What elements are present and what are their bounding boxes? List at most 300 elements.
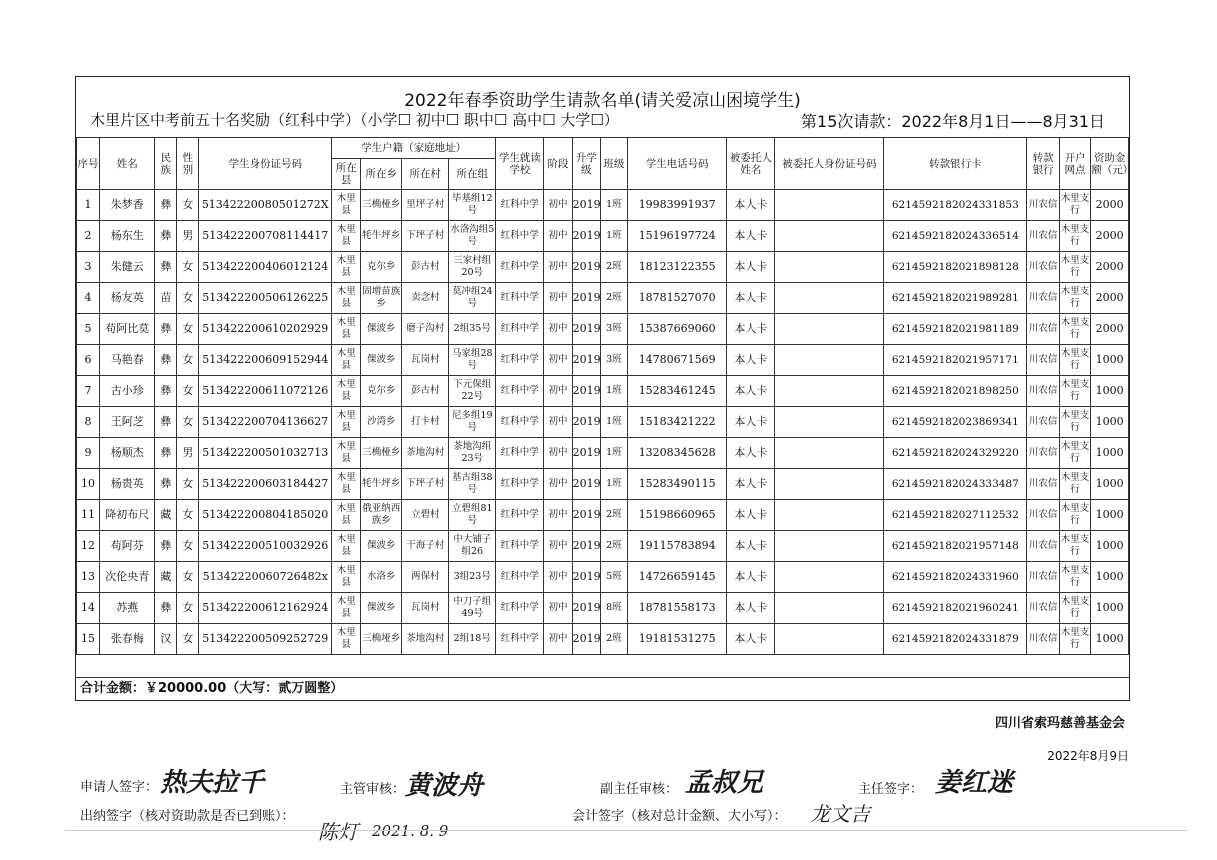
cell-id: 513422200603184427: [199, 469, 332, 500]
table-row: [77, 407, 1129, 438]
cell-stage: 初中: [544, 624, 572, 655]
cell-group: 2组35号: [449, 314, 496, 345]
cell-township: 三桷桠乡: [361, 438, 402, 469]
cell-trustee: 本人卡: [727, 531, 775, 562]
cell-group: 下元保组22号: [449, 376, 496, 407]
cell-village: 里坪子村: [402, 190, 449, 221]
header-household: 学生户籍（家庭地址）: [332, 138, 496, 159]
cell-school: 红科中学: [496, 345, 544, 376]
header-card: 转款银行卡: [884, 138, 1027, 190]
cell-amount: 1000: [1091, 438, 1129, 469]
cell-township: 沙湾乡: [361, 407, 402, 438]
cell-phone: 15283490115: [628, 469, 727, 500]
cell-ethnic: 藏: [155, 562, 177, 593]
cell-name: 朱健云: [100, 252, 155, 283]
cell-township: 倮波乡: [361, 531, 402, 562]
cell-school: 红科中学: [496, 469, 544, 500]
cell-county: 木里县: [332, 376, 361, 407]
cell-group: 马家组28号: [449, 345, 496, 376]
cell-seq: 1: [77, 190, 100, 221]
cell-id: 513422200609152944: [199, 345, 332, 376]
cell-township: 倮波乡: [361, 314, 402, 345]
cell-ethnic: 苗: [155, 283, 177, 314]
header-phone: 学生电话号码: [628, 138, 727, 190]
document-date: 2022年8月9日: [1047, 749, 1129, 763]
cell-year: 2019: [572, 190, 600, 221]
cell-id: 513422200804185020: [199, 500, 332, 531]
cell-ethnic: 彝: [155, 376, 177, 407]
cell-group: 3组23号: [449, 562, 496, 593]
cell-branch: 木里支行: [1059, 345, 1090, 376]
cell-id: 513422200509252729: [199, 624, 332, 655]
cell-amount: 1000: [1091, 562, 1129, 593]
cell-id: 513422200611072126: [199, 376, 332, 407]
cell-amount: 2000: [1091, 283, 1129, 314]
cell-trustee: 本人卡: [727, 500, 775, 531]
cell-school: 红科中学: [496, 438, 544, 469]
cell-school: 红科中学: [496, 283, 544, 314]
cell-ethnic: 彝: [155, 593, 177, 624]
cell-amount: 2000: [1091, 221, 1129, 252]
cell-trustee-id: [775, 500, 884, 531]
cell-gender: 女: [177, 283, 199, 314]
cell-trustee: 本人卡: [727, 376, 775, 407]
header-stage: 阶段: [544, 138, 572, 190]
cell-township: 三桷桠乡: [361, 190, 402, 221]
cell-stage: 初中: [544, 531, 572, 562]
cell-phone: 15283461245: [628, 376, 727, 407]
cell-amount: 2000: [1091, 314, 1129, 345]
cell-school: 红科中学: [496, 252, 544, 283]
cell-branch: 木里支行: [1059, 376, 1090, 407]
cell-class: 1班: [600, 221, 627, 252]
cell-id: 513422200406012124: [199, 252, 332, 283]
cell-name: 杨友英: [100, 283, 155, 314]
applicant-label: 申请人签字：: [80, 780, 159, 795]
cell-trustee: 本人卡: [727, 190, 775, 221]
cell-id: 513422200610202929: [199, 314, 332, 345]
cell-township: 三桷垭乡: [361, 624, 402, 655]
cell-gender: 女: [177, 252, 199, 283]
cell-bank: 川农信: [1027, 314, 1059, 345]
cell-gender: 女: [177, 376, 199, 407]
cell-village: 彭古村: [402, 376, 449, 407]
cell-seq: 2: [77, 221, 100, 252]
table-row: [77, 500, 1129, 531]
cell-group: 2组18号: [449, 624, 496, 655]
cell-phone: 19181531275: [628, 624, 727, 655]
cell-township: 倮波乡: [361, 345, 402, 376]
cell-year: 2019: [572, 562, 600, 593]
table-row: [77, 562, 1129, 593]
cell-township: 倮波乡: [361, 593, 402, 624]
cell-trustee: 本人卡: [727, 624, 775, 655]
cell-stage: 初中: [544, 345, 572, 376]
cell-class: 1班: [600, 407, 627, 438]
cell-class: 2班: [600, 624, 627, 655]
cell-school: 红科中学: [496, 190, 544, 221]
cell-stage: 初中: [544, 407, 572, 438]
cell-phone: 13208345628: [628, 438, 727, 469]
table-row: [77, 624, 1129, 655]
cell-trustee-id: [775, 314, 884, 345]
cell-name: 次伦央青: [100, 562, 155, 593]
cell-village: 下坪子村: [402, 221, 449, 252]
cell-trustee: 本人卡: [727, 345, 775, 376]
cell-county: 木里县: [332, 252, 361, 283]
cell-phone: 15183421222: [628, 407, 727, 438]
cell-card: 6214592182024333487: [884, 469, 1027, 500]
cell-ethnic: 彝: [155, 345, 177, 376]
header-trustee-id: 被委托人身份证号码: [775, 138, 884, 190]
cell-card: 6214592182024329220: [884, 438, 1027, 469]
cell-school: 红科中学: [496, 593, 544, 624]
cell-gender: 女: [177, 407, 199, 438]
cell-branch: 木里支行: [1059, 283, 1090, 314]
cell-ethnic: 彝: [155, 221, 177, 252]
cell-seq: 13: [77, 562, 100, 593]
cell-branch: 木里支行: [1059, 500, 1090, 531]
cell-class: 3班: [600, 314, 627, 345]
cell-bank: 川农信: [1027, 531, 1059, 562]
cell-gender: 女: [177, 500, 199, 531]
cell-gender: 女: [177, 593, 199, 624]
cell-year: 2019: [572, 345, 600, 376]
cell-branch: 木里支行: [1059, 252, 1090, 283]
cell-bank: 川农信: [1027, 190, 1059, 221]
cell-school: 红科中学: [496, 314, 544, 345]
cell-group: 尼多组19号: [449, 407, 496, 438]
cell-trustee-id: [775, 593, 884, 624]
cell-ethnic: 彝: [155, 531, 177, 562]
cell-village: 茶地沟村: [402, 624, 449, 655]
page-title: 2022年春季资助学生请款名单(请关爱凉山困境学生): [404, 91, 801, 111]
cell-card: 6214592182024331853: [884, 190, 1027, 221]
cell-seq: 15: [77, 624, 100, 655]
cell-county: 木里县: [332, 469, 361, 500]
cell-class: 1班: [600, 438, 627, 469]
cell-village: 磨子沟村: [402, 314, 449, 345]
cell-group: 立碧组81号: [449, 500, 496, 531]
cell-card: 6214592182023869341: [884, 407, 1027, 438]
cell-year: 2019: [572, 376, 600, 407]
cell-stage: 初中: [544, 190, 572, 221]
header-amount: 资助金额（元）: [1091, 138, 1129, 190]
header-branch: 开户网点: [1059, 138, 1090, 190]
cell-phone: 15196197724: [628, 221, 727, 252]
cell-card: 6214592182021957171: [884, 345, 1027, 376]
cell-village: 干海子村: [402, 531, 449, 562]
cell-gender: 女: [177, 345, 199, 376]
cell-gender: 男: [177, 438, 199, 469]
cell-seq: 8: [77, 407, 100, 438]
cell-class: 8班: [600, 593, 627, 624]
cell-school: 红科中学: [496, 531, 544, 562]
cell-bank: 川农信: [1027, 407, 1059, 438]
cell-seq: 12: [77, 531, 100, 562]
cell-ethnic: 彝: [155, 252, 177, 283]
cell-branch: 木里支行: [1059, 624, 1090, 655]
cell-county: 木里县: [332, 531, 361, 562]
header-class: 班级: [600, 138, 627, 190]
cell-township: 牦牛坪乡: [361, 469, 402, 500]
cell-bank: 川农信: [1027, 624, 1059, 655]
cell-township: 克尔乡: [361, 252, 402, 283]
cell-name: 苟阿芬: [100, 531, 155, 562]
cell-school: 红科中学: [496, 500, 544, 531]
cell-bank: 川农信: [1027, 221, 1059, 252]
cell-id: 513422200510032926: [199, 531, 332, 562]
header-gender: 性别: [177, 138, 199, 190]
cell-class: 1班: [600, 469, 627, 500]
cell-class: 5班: [600, 562, 627, 593]
cell-seq: 14: [77, 593, 100, 624]
student-table: [76, 137, 1134, 655]
cell-card: 6214592182021981189: [884, 314, 1027, 345]
cell-group: 毕基组12号: [449, 190, 496, 221]
table-row: [77, 190, 1129, 221]
cell-trustee: 本人卡: [727, 283, 775, 314]
header-trustee: 被委托人姓名: [727, 138, 775, 190]
cell-class: 2班: [600, 283, 627, 314]
cell-ethnic: 彝: [155, 314, 177, 345]
cell-amount: 1000: [1091, 500, 1129, 531]
cell-trustee: 本人卡: [727, 252, 775, 283]
cell-year: 2019: [572, 624, 600, 655]
cell-county: 木里县: [332, 314, 361, 345]
cell-stage: 初中: [544, 500, 572, 531]
cell-name: 苟阿比莫: [100, 314, 155, 345]
cell-year: 2019: [572, 593, 600, 624]
cashier-date: 2021. 8. 9: [372, 822, 449, 840]
cell-seq: 5: [77, 314, 100, 345]
cell-phone: 15387669060: [628, 314, 727, 345]
cell-seq: 9: [77, 438, 100, 469]
cell-card: 6214592182024336514: [884, 221, 1027, 252]
cell-county: 木里县: [332, 221, 361, 252]
cell-stage: 初中: [544, 469, 572, 500]
cell-stage: 初中: [544, 593, 572, 624]
cell-id: 513422200501032713: [199, 438, 332, 469]
cell-name: 苏燕: [100, 593, 155, 624]
cell-id: 513422200708114417: [199, 221, 332, 252]
cell-amount: 1000: [1091, 531, 1129, 562]
header-county: 所在县: [332, 159, 361, 190]
cell-name: 马艳春: [100, 345, 155, 376]
cell-bank: 川农信: [1027, 252, 1059, 283]
cell-group: 中大铺子组26: [449, 531, 496, 562]
cell-class: 1班: [600, 190, 627, 221]
director-signature: 姜红迷: [935, 768, 1014, 798]
cell-card: 6214592182021989281: [884, 283, 1027, 314]
cell-branch: 木里支行: [1059, 438, 1090, 469]
cell-name: 王阿芝: [100, 407, 155, 438]
cell-trustee: 本人卡: [727, 562, 775, 593]
cell-group: 三家村组20号: [449, 252, 496, 283]
cell-phone: 18781527070: [628, 283, 727, 314]
cell-group: 中刀子组49号: [449, 593, 496, 624]
table-row: [77, 345, 1129, 376]
cell-name: 杨贵英: [100, 469, 155, 500]
cell-name: 朱梦香: [100, 190, 155, 221]
cell-township: 牦牛坪乡: [361, 221, 402, 252]
cell-ethnic: 藏: [155, 500, 177, 531]
cell-amount: 1000: [1091, 469, 1129, 500]
cell-gender: 女: [177, 469, 199, 500]
cell-name: 杨东生: [100, 221, 155, 252]
cell-stage: 初中: [544, 376, 572, 407]
cell-trustee-id: [775, 438, 884, 469]
cell-trustee-id: [775, 531, 884, 562]
cell-county: 木里县: [332, 438, 361, 469]
cell-township: 水洛乡: [361, 562, 402, 593]
cell-class: 3班: [600, 345, 627, 376]
cell-village: 卖念村: [402, 283, 449, 314]
cell-trustee-id: [775, 376, 884, 407]
cell-branch: 木里支行: [1059, 531, 1090, 562]
cell-seq: 7: [77, 376, 100, 407]
header-year: 升学级: [572, 138, 600, 190]
cell-village: 打卡村: [402, 407, 449, 438]
cell-trustee-id: [775, 562, 884, 593]
cell-bank: 川农信: [1027, 438, 1059, 469]
table-row: [77, 221, 1129, 252]
cell-trustee: 本人卡: [727, 469, 775, 500]
cell-amount: 1000: [1091, 376, 1129, 407]
cell-school: 红科中学: [496, 376, 544, 407]
cell-township: 固增苗族乡: [361, 283, 402, 314]
cell-village: 瓦岗村: [402, 345, 449, 376]
table-row: [77, 593, 1129, 624]
supervisor-signature: 黄波舟: [405, 771, 484, 801]
cell-stage: 初中: [544, 252, 572, 283]
cell-phone: 14780671569: [628, 345, 727, 376]
header-group: 所在组: [449, 159, 496, 190]
subtitle-left: 木里片区中考前五十名奖励（红科中学）（小学☐ 初中☐ 职中☐ 高中☐ 大学☐）: [90, 111, 619, 129]
cell-year: 2019: [572, 221, 600, 252]
director-label: 主任签字：: [858, 782, 924, 797]
cell-county: 木里县: [332, 562, 361, 593]
cell-bank: 川农信: [1027, 376, 1059, 407]
cell-id: 51342220060726482x: [199, 562, 332, 593]
cell-ethnic: 彝: [155, 190, 177, 221]
cell-village: 两保村: [402, 562, 449, 593]
cell-trustee-id: [775, 221, 884, 252]
cell-trustee: 本人卡: [727, 407, 775, 438]
cell-bank: 川农信: [1027, 562, 1059, 593]
cell-seq: 11: [77, 500, 100, 531]
cell-branch: 木里支行: [1059, 314, 1090, 345]
cell-year: 2019: [572, 531, 600, 562]
header-name: 姓名: [100, 138, 155, 190]
cell-branch: 木里支行: [1059, 562, 1090, 593]
cell-year: 2019: [572, 438, 600, 469]
cell-name: 降初布尺: [100, 500, 155, 531]
foundation-name: 四川省索玛慈善基金会: [994, 716, 1125, 731]
cell-county: 木里县: [332, 624, 361, 655]
cell-year: 2019: [572, 469, 600, 500]
cell-stage: 初中: [544, 438, 572, 469]
cell-stage: 初中: [544, 562, 572, 593]
cell-trustee-id: [775, 624, 884, 655]
cell-phone: 19115783894: [628, 531, 727, 562]
cell-class: 1班: [600, 376, 627, 407]
cell-name: 古小珍: [100, 376, 155, 407]
cell-stage: 初中: [544, 221, 572, 252]
cell-class: 2班: [600, 531, 627, 562]
cell-group: 基古组38号: [449, 469, 496, 500]
cell-amount: 1000: [1091, 345, 1129, 376]
cell-gender: 女: [177, 531, 199, 562]
cell-id: 513422200506126225: [199, 283, 332, 314]
cell-bank: 川农信: [1027, 593, 1059, 624]
cell-trustee: 本人卡: [727, 314, 775, 345]
cell-group: 茶地沟组23号: [449, 438, 496, 469]
cell-county: 木里县: [332, 345, 361, 376]
cell-trustee-id: [775, 252, 884, 283]
cell-village: 茶地沟村: [402, 438, 449, 469]
cell-seq: 3: [77, 252, 100, 283]
table-row: [77, 469, 1129, 500]
header-township: 所在乡: [361, 159, 402, 190]
cell-trustee-id: [775, 190, 884, 221]
cell-trustee-id: [775, 345, 884, 376]
deputy-signature: 孟叔兄: [685, 768, 764, 798]
cell-school: 红科中学: [496, 562, 544, 593]
header-ethnic: 民族: [155, 138, 177, 190]
cell-village: 彭古村: [402, 252, 449, 283]
cell-school: 红科中学: [496, 221, 544, 252]
cell-amount: 1000: [1091, 407, 1129, 438]
cell-trustee-id: [775, 283, 884, 314]
cell-gender: 女: [177, 314, 199, 345]
cell-county: 木里县: [332, 407, 361, 438]
cell-phone: 18123122355: [628, 252, 727, 283]
cell-group: 莫冲组24号: [449, 283, 496, 314]
cell-village: 瓦岗村: [402, 593, 449, 624]
header-school: 学生就读学校: [496, 138, 544, 190]
cell-bank: 川农信: [1027, 345, 1059, 376]
cell-name: 张春梅: [100, 624, 155, 655]
cell-name: 杨顺杰: [100, 438, 155, 469]
cell-county: 木里县: [332, 593, 361, 624]
cell-year: 2019: [572, 314, 600, 345]
cell-amount: 1000: [1091, 624, 1129, 655]
document-frame: [75, 76, 1134, 701]
cell-year: 2019: [572, 283, 600, 314]
cell-branch: 木里支行: [1059, 407, 1090, 438]
cell-trustee: 本人卡: [727, 438, 775, 469]
cell-card: 6214592182021960241: [884, 593, 1027, 624]
cell-amount: 1000: [1091, 593, 1129, 624]
cell-school: 红科中学: [496, 624, 544, 655]
cell-branch: 木里支行: [1059, 221, 1090, 252]
cell-branch: 木里支行: [1059, 190, 1090, 221]
cell-phone: 19983991937: [628, 190, 727, 221]
header-id: 学生身份证号码: [199, 138, 332, 190]
cell-village: 立碧村: [402, 500, 449, 531]
cell-ethnic: 彝: [155, 438, 177, 469]
cell-card: 6214592182021898250: [884, 376, 1027, 407]
cell-gender: 女: [177, 190, 199, 221]
cell-gender: 女: [177, 624, 199, 655]
cell-ethnic: 彝: [155, 469, 177, 500]
cell-school: 红科中学: [496, 407, 544, 438]
cell-year: 2019: [572, 500, 600, 531]
cell-year: 2019: [572, 252, 600, 283]
header-seq: 序号: [77, 138, 100, 190]
cell-card: 6214592182021898128: [884, 252, 1027, 283]
